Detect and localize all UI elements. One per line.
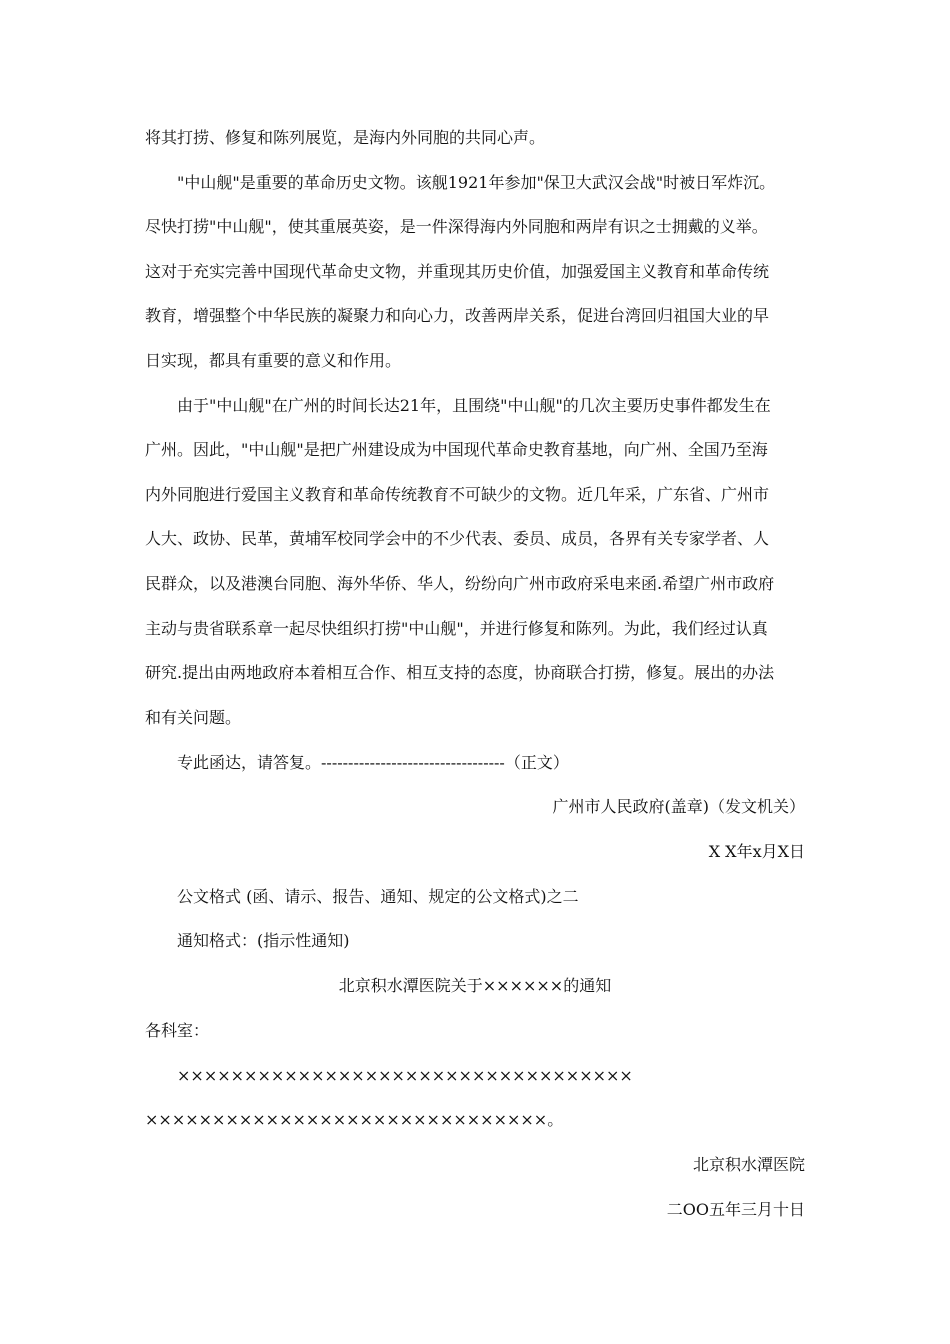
body-line: 广州。因此，"中山舰"是把广州建设成为中国现代革命史教育基地，向广州、全国乃至海 (145, 440, 768, 459)
notice-signature: 北京积水潭医院 (692, 1155, 805, 1174)
issuer-signature: 广州市人民政府(盖章)（发文机关） (552, 797, 805, 816)
notice-body-line: ×××××××××××××××××××××××××××××××××× (177, 1066, 633, 1085)
format-heading: 公文格式 (函、请示、报告、通知、规定的公文格式)之二 (177, 887, 579, 906)
closing-line: 专此函达，请答复。----------------------------------（正文） (177, 753, 569, 772)
notice-title: 北京积水潭医院关于××××××的通知 (338, 976, 612, 995)
body-line: 将其打捞、修复和陈列展览，是海内外同胞的共同心声。 (145, 128, 546, 147)
body-line: 尽快打捞"中山舰"，使其重展英姿，是一件深得海内外同胞和两岸有识之士拥戴的义举。 (145, 217, 768, 236)
body-line: 内外同胞进行爱国主义教育和革命传统教育不可缺少的文物。近几年采，广东省、广州市 (145, 485, 770, 504)
notice-format-label: 通知格式：(指示性通知) (177, 931, 350, 950)
body-line: 和有关问题。 (145, 708, 242, 727)
body-line: 研究.提出由两地政府本着相互合作、相互支持的态度，协商联合打捞，修复。展出的办法 (145, 663, 775, 682)
body-line: 主动与贵省联系章一起尽快组织打捞"中山舰"，并进行修复和陈列。为此，我们经过认真 (145, 619, 768, 638)
body-line: "中山舰"是重要的革命历史文物。该舰1921年参加"保卫大武汉会战"时被日军炸沉。 (177, 173, 776, 192)
addressee: 各科室： (145, 1021, 210, 1040)
letter-date: X X年x月X日 (708, 842, 805, 861)
body-line: 民群众，以及港澳台同胞、海外华侨、华人，纷纷向广州市政府采电来函.希望广州市政府 (145, 574, 775, 593)
notice-body-line: ××××××××××××××××××××××××××××××。 (145, 1110, 564, 1129)
notice-date: 二OO五年三月十日 (666, 1200, 805, 1219)
body-line: 教育，增强整个中华民族的凝聚力和向心力，改善两岸关系，促进台湾回归祖国大业的早 (145, 306, 770, 325)
body-line: 人大、政协、民革，黄埔军校同学会中的不少代表、委员、成员，各界有关专家学者、人 (145, 529, 770, 548)
body-line: 日实现，都具有重要的意义和作用。 (145, 351, 402, 370)
body-line: 由于"中山舰"在广州的时间长达21年，且围绕"中山舰"的几次主要历史事件都发生在 (177, 396, 771, 415)
body-line: 这对于充实完善中国现代革命史文物，并重现其历史价值，加强爱国主义教育和革命传统 (145, 262, 770, 281)
